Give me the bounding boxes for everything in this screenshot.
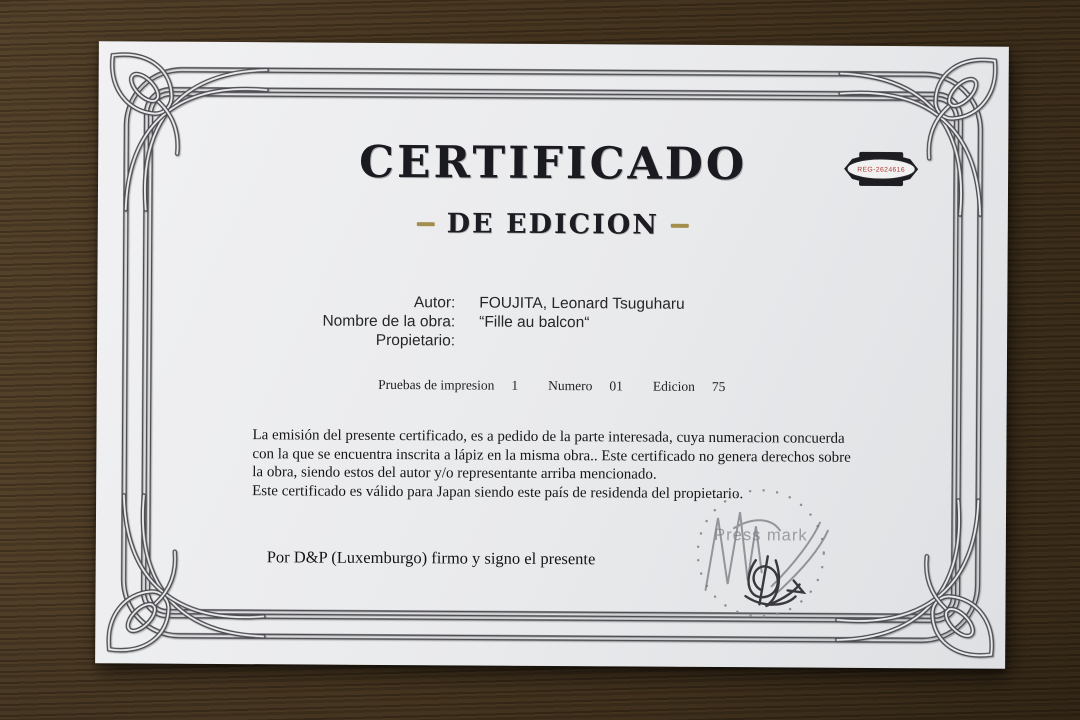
subtitle-dash-left xyxy=(417,222,435,226)
signature-statement: Por D&P (Luxemburgo) firmo y signo el presente xyxy=(266,547,596,569)
press-mark-label: Press mark xyxy=(714,525,808,545)
certificate-subtitle: DE EDICION xyxy=(446,208,660,241)
certificate-title: CERTIFICADO xyxy=(358,136,748,191)
edition-item-number xyxy=(548,378,623,394)
press-mark xyxy=(675,468,846,639)
owner-label: Propietario: xyxy=(375,331,456,350)
subtitle-dash-right xyxy=(671,223,689,227)
work-title-label: Nombre de la obra: xyxy=(322,312,456,331)
number-value: 01 xyxy=(609,378,623,394)
edition-value: 75 xyxy=(711,378,726,395)
edition-label: Edicion xyxy=(652,378,695,394)
author-label: Autor: xyxy=(413,294,456,312)
body-line: la obra, siendo estos del autor y/o representante arriba mencionado. xyxy=(252,464,657,483)
work-title-value: “Fille au balcon“ xyxy=(479,313,590,332)
proofs-label: Pruebas de impresion xyxy=(378,376,495,393)
author-value: FOUJITA, Leonard Tsuguharu xyxy=(479,294,685,313)
proofs-value: 1 xyxy=(511,377,519,393)
number-label: Numero xyxy=(548,377,593,394)
body-line: La emisión del presente certificado, es a pedido de la parte interesada, cuya numeracion concuerda xyxy=(252,427,845,447)
certificate-paper xyxy=(95,41,1009,669)
certificate-subtitle-row xyxy=(98,206,1008,243)
body-line: Este certificado es válido para Japan siendo este país de residenda del propietario. xyxy=(252,482,744,502)
edition-item-edition xyxy=(653,379,726,395)
registration-stamp xyxy=(839,150,923,189)
edition-item-proofs xyxy=(378,377,518,394)
stamp-registration-number: REG-2624616 xyxy=(857,166,906,174)
body-line: con la que se encuentra inscrita a lápiz en la misma obra.. Este certificado no genera derechos sobre xyxy=(252,445,851,466)
fields-section xyxy=(97,291,1007,354)
